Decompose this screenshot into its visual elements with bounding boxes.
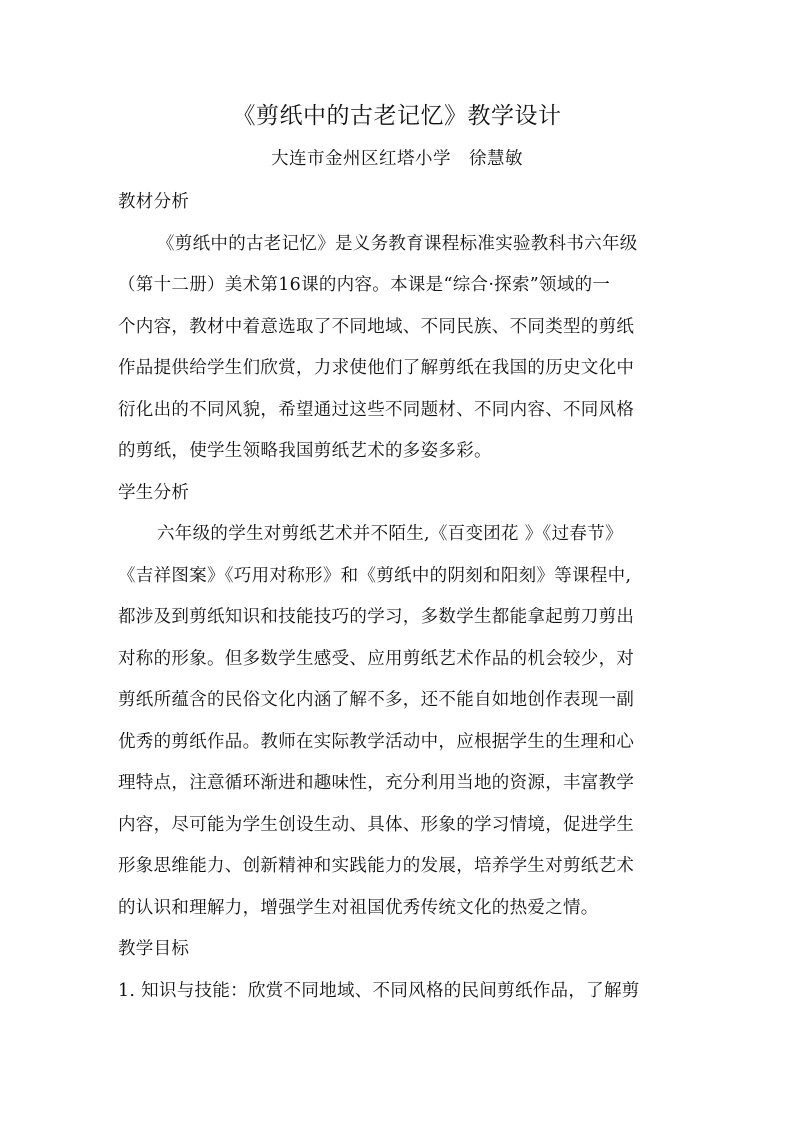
paragraph-line: 形象思维能力、创新精神和实践能力的发展，培养学生对剪纸艺术 xyxy=(118,856,635,876)
paragraph-line: 剪纸所蕴含的民俗文化内涵了解不多，还不能自如地创作表现一副 xyxy=(118,690,635,710)
paragraph-line: 《剪纸中的古老记忆》是义务教育课程标准实验教科书六年级 xyxy=(157,234,638,254)
paragraph-line: 理特点，注意循环渐进和趣味性，充分利用当地的资源，丰富教学 xyxy=(118,773,635,793)
paragraph-line: 的剪纸，使学生领略我国剪纸艺术的多姿多彩。 xyxy=(118,441,492,461)
paragraph-line: 1. 知识与技能：欣赏不同地域、不同风格的民间剪纸作品，了解剪 xyxy=(118,981,640,1001)
paragraph-line: 个内容，教材中着意选取了不同地域、不同民族、不同类型的剪纸 xyxy=(118,317,635,337)
paragraph-line: 作品提供给学生们欣赏，力求使他们了解剪纸在我国的历史文化中 xyxy=(118,358,635,378)
section-heading: 教材分析 xyxy=(118,192,190,212)
paragraph-line: 对称的形象。但多数学生感受、应用剪纸艺术作品的机会较少，对 xyxy=(118,649,635,669)
paragraph-line: 都涉及到剪纸知识和技能技巧的学习，多数学生都能拿起剪刀剪出 xyxy=(118,607,635,627)
paragraph-line: 的认识和理解力，增强学生对祖国优秀传统文化的热爱之情。 xyxy=(118,898,599,918)
author-line: 大连市金州区红塔小学 徐慧敏 xyxy=(271,149,523,169)
paragraph-line: 优秀的剪纸作品。教师在实际教学活动中，应根据学生的生理和心 xyxy=(118,732,635,752)
paragraph-line: （第十二册）美术第16课的内容。本课是“综合·探索”领域的一 xyxy=(118,275,611,295)
section-heading: 学生分析 xyxy=(118,483,190,503)
section-heading: 教学目标 xyxy=(118,939,190,959)
page-title: 《剪纸中的古老记忆》教学设计 xyxy=(232,103,562,129)
paragraph-line: 内容，尽可能为学生创设生动、具体、形象的学习情境，促进学生 xyxy=(118,815,635,835)
paragraph-line: 衍化出的不同风貌，希望通过这些不同题材、不同内容、不同风格 xyxy=(118,400,635,420)
paragraph-line: 六年级的学生对剪纸艺术并不陌生,《百变团花 》《过春节》 xyxy=(157,524,623,544)
paragraph-line: 《吉祥图案》《巧用对称形》和《剪纸中的阴刻和阳刻》等课程中, xyxy=(118,566,632,586)
